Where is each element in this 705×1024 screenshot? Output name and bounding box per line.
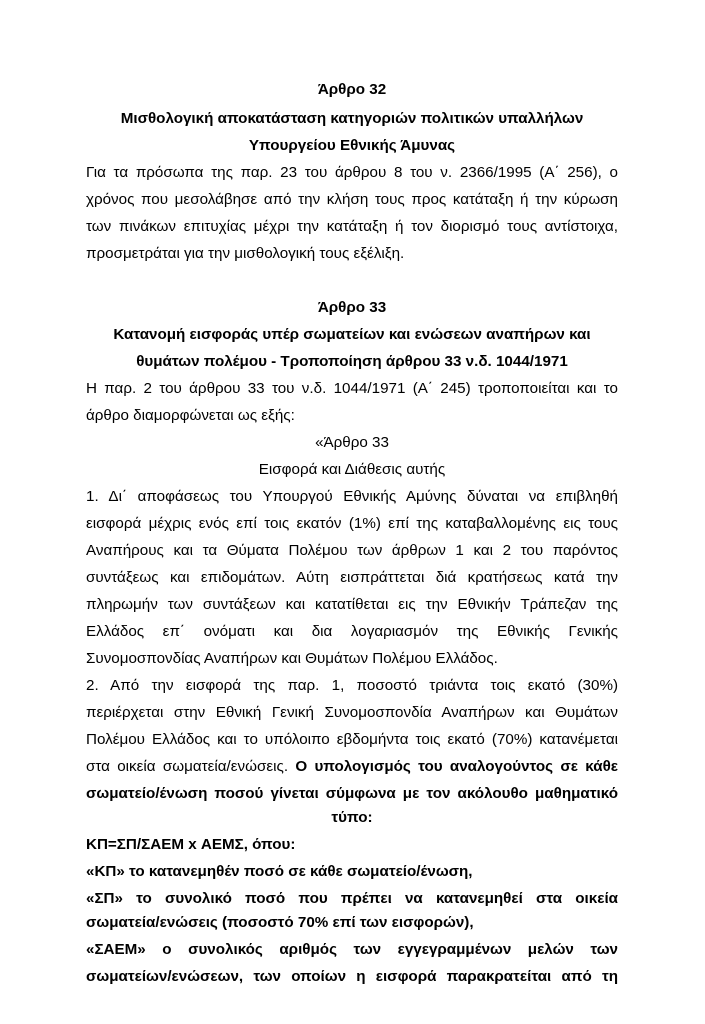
paragraph-1-line-7: Συνομοσπονδίας Αναπήρων και Θυμάτων Πολέμου Ελλάδος. <box>86 650 498 667</box>
paragraph-1-line-4: συντάξεως και επιδομάτων. Αύτη εισπράττεται διά κρατήσεως κατά την <box>86 569 618 586</box>
definition-sp-line-2: σωματεία/ενώσεις (ποσοστό 70% επί των εισφορών), <box>86 914 474 931</box>
paragraph-2-plain-text: στα οικεία σωματεία/ενώσεις. <box>86 758 289 775</box>
article-33-intro-line-1: Η παρ. 2 του άρθρου 33 του ν.δ. 1044/1971 (Α΄ 245) τροποποιείται και το <box>86 380 618 397</box>
definition-saem-line-2: σωματείων/ενώσεων, των οποίων η εισφορά παρακρατείται από τη <box>86 968 618 985</box>
definition-sp-line-1: «ΣΠ» το συνολικό ποσό που πρέπει να κατανεμηθεί στα οικεία <box>86 890 618 907</box>
paragraph-2-bold-line-2: τύπο: <box>331 809 373 826</box>
paragraph-1-line-5: πληρωμήν των συντάξεων και κατατίθεται εις την Εθνικήν Τράπεζαν της <box>86 596 618 613</box>
quoted-article-title: Εισφορά και Διάθεσις αυτής <box>258 461 446 478</box>
paragraph-1-line-3: Αναπήρους και τα Θύματα Πολέμου των άρθρων 1 και 2 του παρόντος <box>86 542 618 559</box>
quoted-article-heading: «Άρθρο 33 <box>315 434 389 451</box>
paragraph-2-line-2: περιέρχεται στην Εθνική Γενική Συνομοσπονδία Αναπήρων και Θυμάτων <box>86 704 618 721</box>
definition-saem-line-1: «ΣΑΕΜ» ο συνολικός αριθμός των εγγεγραμμένων μελών των <box>86 941 618 958</box>
paragraph-2-line-4 <box>86 757 618 776</box>
paragraph-2-line-3: Πολέμου Ελλάδος και το υπόλοιπο εβδομήντα τοις εκατό (70%) κατανέμεται <box>86 731 618 748</box>
article-32-heading: Άρθρο 32 <box>317 81 387 98</box>
article-33-heading: Άρθρο 33 <box>317 299 387 316</box>
paragraph-2-bold-text: Ο υπολογισμός του αναλογούντος σε κάθε <box>295 758 618 775</box>
article-33-title-line-2: θυμάτων πολέμου - Τροποποίηση άρθρου 33 ν.δ. 1044/1971 <box>136 353 568 370</box>
paragraph-2-bold-line-1: σωματείο/ένωση ποσού γίνεται σύμφωνα με τον ακόλουθο μαθηματικό <box>86 785 618 802</box>
article-33-title-line-1: Κατανομή εισφοράς υπέρ σωματείων και ενώσεων αναπήρων και <box>113 326 591 343</box>
formula: ΚΠ=ΣΠ/ΣΑΕΜ x ΑΕΜΣ, όπου: <box>86 836 296 853</box>
paragraph-1-line-6: Ελλάδος επ΄ ονόματι και δια λογαριασμόν της Εθνικής Γενικής <box>86 623 618 640</box>
article-32-body-line-3: των πινάκων επιτυχίας μέχρι την κατάταξη ή τον διορισμό τους αντίστοιχα, <box>86 218 618 235</box>
paragraph-1-line-1: 1. Δι΄ αποφάσεως του Υπουργού Εθνικής Αμύνης δύναται να επιβληθή <box>86 488 618 505</box>
paragraph-1-line-2: εισφορά μέχρις ενός επί τοις εκατόν (1%) επί της καταβαλλομένης εις τους <box>86 515 618 532</box>
article-32-title-line-1: Μισθολογική αποκατάσταση κατηγοριών πολιτικών υπαλλήλων <box>120 110 584 127</box>
definition-kp: «ΚΠ» το κατανεμηθέν ποσό σε κάθε σωματείο/ένωση, <box>86 863 473 880</box>
article-32-body-line-2: χρόνος που μεσολάβησε από την κλήση τους προς κατάταξη ή την κύρωση <box>86 191 618 208</box>
article-32-body-line-4: προσμετράται για την μισθολογική τους εξέλιξη. <box>86 245 405 262</box>
paragraph-2-line-1: 2. Από την εισφορά της παρ. 1, ποσοστό τριάντα τοις εκατό (30%) <box>86 677 618 694</box>
article-33-intro-line-2: άρθρο διαμορφώνεται ως εξής: <box>86 407 295 424</box>
article-32-title-line-2: Υπουργείου Εθνικής Άμυνας <box>248 137 456 154</box>
article-32-body-line-1: Για τα πρόσωπα της παρ. 23 του άρθρου 8 του ν. 2366/1995 (Α΄ 256), ο <box>86 164 618 181</box>
